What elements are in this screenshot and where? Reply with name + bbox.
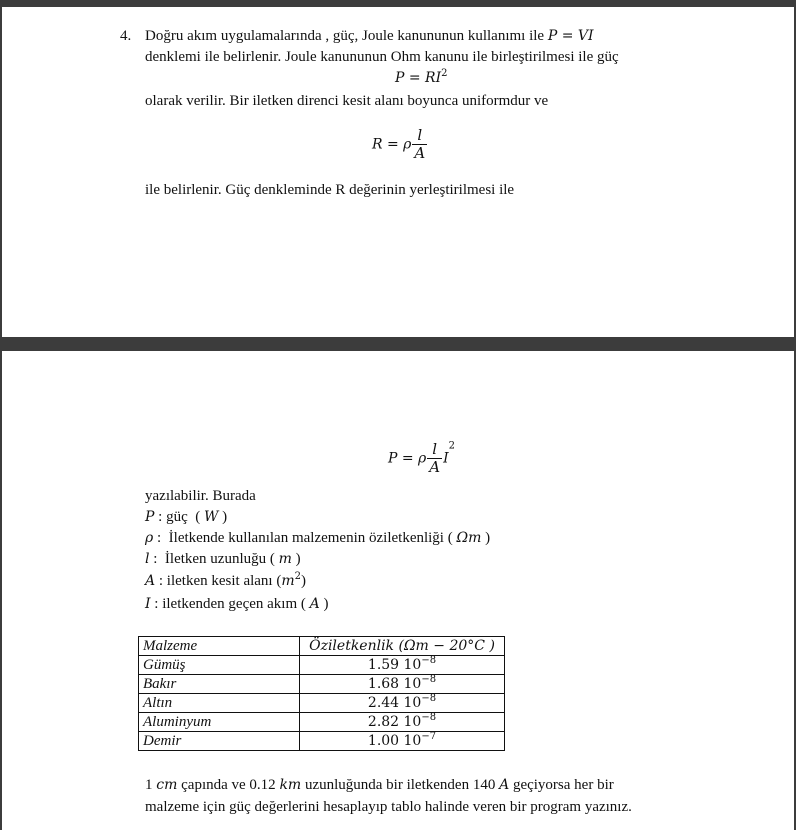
definition-close: ) [291, 551, 301, 567]
table-cell-material: Demir [139, 732, 300, 751]
definition-sep: : [154, 509, 167, 525]
equation-power-lhs: P = ρ [388, 450, 427, 467]
table-cell-material: Bakır [139, 675, 300, 694]
definition-sep: : [150, 596, 163, 612]
table-cell-resistivity [300, 656, 505, 675]
problem-line-2: denklemi ile belirlenir. Joule kanununun Ohm kanunu ile birleştirilmesi ile güç [145, 49, 619, 65]
definition-close: ) [319, 596, 329, 612]
task-text-2: uzunluğunda bir iletkenden 140 [301, 777, 496, 793]
definition-sep: : [155, 573, 167, 589]
equation-power [388, 441, 455, 476]
problem-line-3: olarak verilir. Bir iletken direnci kesit alanı boyunca uniformdur ve [145, 93, 549, 109]
definition-text: iletken kesit alanı ( [166, 573, 282, 589]
definition-symbol: A [145, 573, 156, 589]
definition-length [145, 550, 301, 568]
equation-power-exponent: 2 [448, 440, 456, 452]
table-row [139, 732, 505, 751]
fraction-l-over-a [412, 127, 427, 162]
definition-area [145, 572, 306, 590]
definition-symbol: ρ [145, 530, 154, 546]
resistivity-exponent: −8 [421, 693, 437, 704]
definition-unit: m [278, 551, 292, 567]
definition-symbol: l [145, 551, 150, 567]
definition-close: ) [481, 530, 491, 546]
equation-p-ri2-exponent: 2 [441, 68, 448, 79]
resistivity-table [138, 636, 505, 751]
definition-symbol: P [145, 509, 155, 525]
task-diameter-unit: cm [156, 777, 178, 793]
definitions-intro: yazılabilir. Burada [145, 488, 256, 504]
definition-unit: W [204, 509, 219, 525]
equation-resistance [372, 127, 428, 162]
resistivity-base: 1.59 10 [367, 657, 422, 673]
table-cell-resistivity [300, 713, 505, 732]
fraction-denominator: A [414, 144, 426, 162]
resistivity-base: 2.44 10 [367, 695, 422, 711]
table-row [139, 675, 505, 694]
task-current-unit: A [499, 777, 510, 793]
resistivity-base: 1.68 10 [367, 676, 422, 692]
definition-current [145, 595, 329, 613]
definition-sep: : [153, 530, 169, 546]
task-text-3: geçiyorsa her bir [509, 777, 614, 793]
definition-symbol: I [145, 596, 151, 612]
definition-unit: m [281, 573, 295, 589]
resistivity-base: 2.82 10 [367, 714, 422, 730]
resistivity-base: 1.00 10 [367, 733, 422, 749]
problem-number: 4. [120, 28, 132, 44]
table-row [139, 694, 505, 713]
resistivity-exponent: −8 [421, 712, 437, 723]
task-text-1: çapında ve 0.12 [177, 777, 276, 793]
definition-text: iletkenden geçen akım ( [162, 596, 310, 612]
table-cell-resistivity [300, 732, 505, 751]
problem-line-1 [145, 27, 594, 45]
definition-power [145, 508, 227, 526]
task-length-unit: km [279, 777, 302, 793]
table-cell-material: Gümüş [139, 656, 300, 675]
problem-line-4: ile belirlenir. Güç denkleminde R değerinin yerleştirilmesi ile [145, 182, 515, 198]
equation-resistance-lhs: R = ρ [372, 136, 412, 153]
viewer-top-bar [0, 0, 796, 7]
task-diameter-value: 1 [145, 777, 153, 793]
table-row [139, 656, 505, 675]
resistivity-exponent: −8 [421, 655, 437, 666]
equation-p-ri2 [395, 69, 448, 87]
resistivity-exponent: −7 [421, 731, 437, 742]
task-line-1 [145, 776, 614, 794]
definition-close: ) [301, 573, 306, 589]
definition-unit: Ωm [456, 530, 482, 546]
equation-power-current: I [443, 450, 449, 467]
definition-text: İletkende kullanılan malzemenin öziletkenliği ( [168, 530, 457, 546]
definition-unit-exponent: 2 [294, 571, 301, 582]
definition-close: ) [218, 509, 228, 525]
definition-resistivity [145, 529, 490, 547]
table-cell-resistivity [300, 675, 505, 694]
fraction-numerator-2: l [432, 440, 438, 458]
definition-unit: A [309, 596, 320, 612]
page-separator [0, 337, 796, 351]
fraction-numerator: l [417, 126, 423, 144]
table-cell-resistivity [300, 694, 505, 713]
table-header-material: Malzeme [139, 637, 300, 656]
table-header-row [139, 637, 505, 656]
document-page-2 [0, 351, 796, 830]
equation-p-vi: P = VI [547, 28, 594, 44]
table-cell-material: Aluminyum [139, 713, 300, 732]
problem-line-1-text: Doğru akım uygulamalarında , güç, Joule kanununun kullanımı ile [145, 28, 545, 44]
table-row [139, 713, 505, 732]
task-line-2: malzeme için güç değerlerini hesaplayıp tablo halinde veren bir program yazınız. [145, 799, 632, 815]
fraction-l-over-a-2 [427, 441, 442, 476]
resistivity-exponent: −8 [421, 674, 437, 685]
definition-sep: : [149, 551, 165, 567]
fraction-denominator-2: A [429, 458, 441, 476]
equation-p-ri2-base: P = RI [395, 70, 442, 86]
table-cell-material: Altın [139, 694, 300, 713]
definition-text: İletken uzunluğu ( [164, 551, 279, 567]
definition-text: güç ( [166, 509, 204, 525]
table-header-resistivity: Öziletkenlik (Ωm − 20°C ) [300, 637, 505, 656]
